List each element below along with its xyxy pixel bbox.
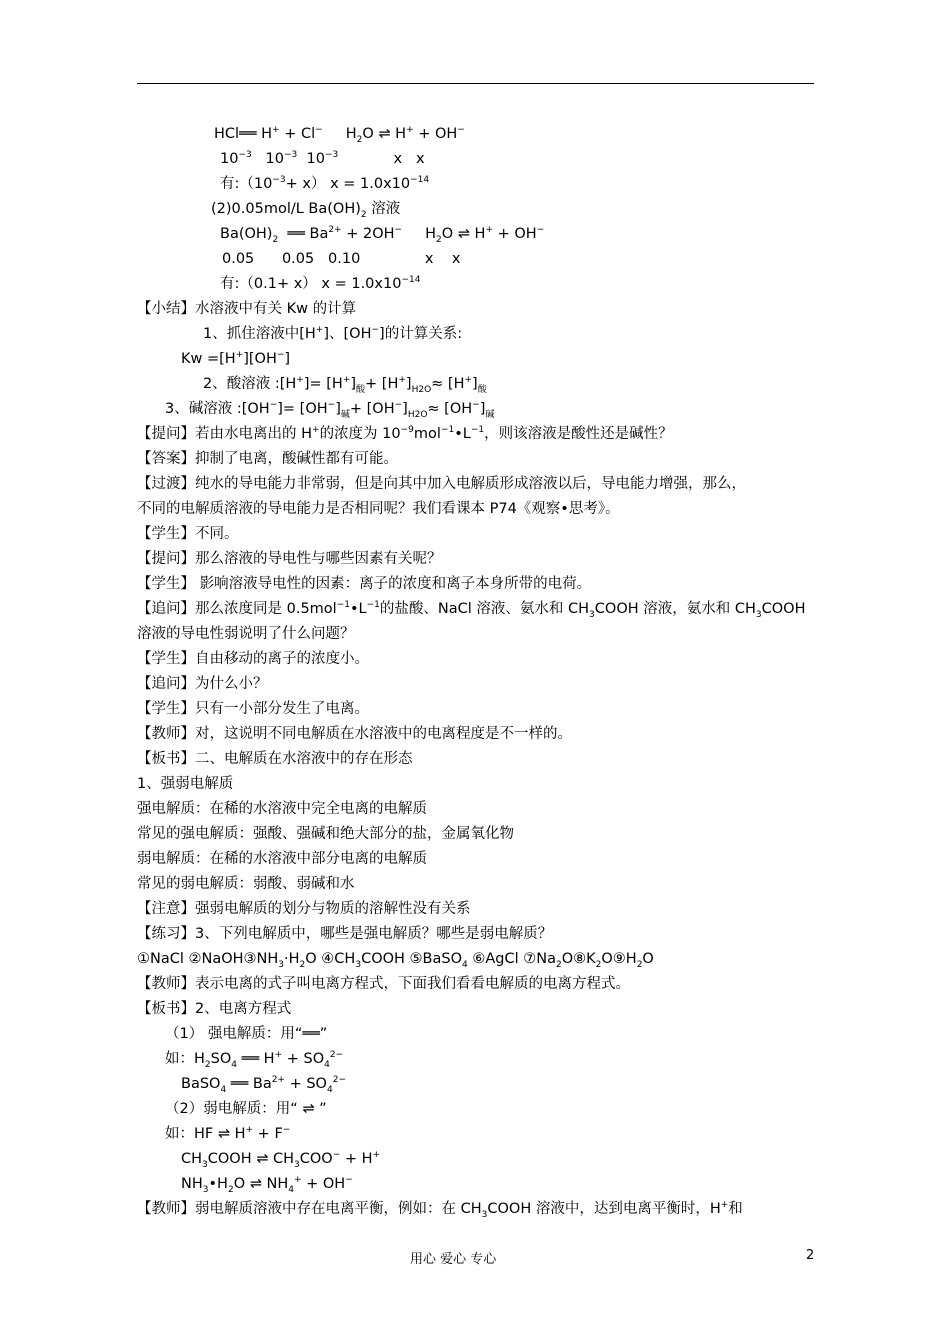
text-line: 【追问】那么浓度同是 $0.5mol^{-1}•L^{-1}$的盐酸、NaCl 溶液、氨水和 $CH_3COOH$ 溶液，氨水和 $CH_3COOH$ [137, 600, 806, 620]
text-line: 【小结】水溶液中有关 Kw 的计算 [137, 301, 357, 317]
footer-slogan: 用心 爱心 专心 [410, 1252, 497, 1267]
text-line: 【追问】为什么小？ [137, 676, 268, 692]
text-line: （2）弱电解质：用“ ⇌ ” [165, 1101, 327, 1117]
text-line: BaSO$_4$ ══ $Ba^{2+} + SO_4^{2-}$ [181, 1075, 346, 1095]
text-line: $10^{-3}$ $10^{-3}$ $10^{-3}$ x x [220, 150, 425, 167]
text-line: 2、酸溶液 :[H+]= $[H^+]_酸+ [H^+]_{H2O}\approx [H^+]_酸$ [203, 375, 487, 395]
text-line: 【注意】强弱电解质的划分与物质的溶解性没有关系 [137, 901, 471, 917]
text-line: 【教师】表示电离的式子叫电离方程式，下面我们看看电解质的电离方程式。 [137, 976, 630, 992]
text-line: 【学生】只有一小部分发生了电离。 [137, 701, 369, 717]
text-line: 强电解质：在稀的水溶液中完全电离的电解质 [137, 801, 427, 817]
text-line: 【提问】那么溶液的导电性与哪些因素有关呢？ [137, 551, 442, 567]
text-line: $Ba(OH)_2$ ══ $Ba^{2+} + 2OH^-$ $H_2O$ ⇌ H+ + OH− [220, 225, 545, 245]
text-line: 如：$H_2SO_4$ ══ $H^+ + SO_4^{2-}$ [165, 1050, 344, 1070]
text-line: (2)0.05mol/L $Ba(OH)_2$ 溶液 [211, 201, 401, 220]
text-line: 有$:(10^{-3}+ x) x = 1.0x10^{-14}$ [220, 175, 430, 192]
text-line: 【教师】弱电解质溶液中存在电离平衡，例如：在 $CH_3COOH$ 溶液中，达到电离平衡时，H+和 [137, 1200, 743, 1220]
page-number: 2 [806, 1248, 815, 1263]
text-line: 【学生】自由移动的离子的浓度小。 [137, 651, 369, 667]
text-line: 1、强弱电解质 [137, 776, 234, 792]
text-line: 【板书】二、电解质在水溶液中的存在形态 [137, 751, 413, 767]
text-line: 【答案】抑制了电离，酸碱性都有可能。 [137, 451, 398, 467]
text-line: $NH_3•H_2O$ ⇌ $NH_4^+ + OH^-$ [181, 1175, 353, 1195]
text-line: 常见的弱电解质：弱酸、弱碱和水 [137, 876, 355, 892]
text-line: 溶液的导电性弱说明了什么问题？ [137, 626, 355, 642]
text-line: 【练习】3、下列电解质中，哪些是强电解质？哪些是弱电解质？ [137, 926, 553, 942]
text-line: 【板书】2、电离方程式 [137, 1001, 292, 1017]
text-line: $CH_3COOH$ ⇌ $CH_3COO^- + H^+$ [181, 1150, 381, 1170]
text-line: 不同的电解质溶液的导电能力是否相同呢？我们看课本 P74《观察•思考》。 [137, 501, 620, 517]
text-line: 【过渡】纯水的导电能力非常弱，但是向其中加入电解质形成溶液以后，导电能力增强，那么， [137, 476, 746, 492]
text-line: 1、抓住溶液中[H+]、[OH−]的计算关系: [203, 325, 463, 342]
text-line: 常见的强电解质：强酸、强碱和绝大部分的盐，金属氧化物 [137, 826, 514, 842]
text-line: 0.05 0.05 0.10 x x [222, 251, 461, 267]
text-line: 【学生】不同。 [137, 526, 239, 542]
text-line: 【学生】 影响溶液导电性的因素：离子的浓度和离子本身所带的电荷。 [137, 576, 592, 592]
text-line: 3、碱溶液 :[OH−]= $[OH^-]_碱+ [OH^-]_{H2O}\approx [OH^-]_碱$ [165, 400, 495, 420]
header-rule [137, 83, 814, 84]
text-line: 【教师】对，这说明不同电解质在水溶液中的电离程度是不一样的。 [137, 726, 572, 742]
text-line: Kw =[H+][OH−] [181, 350, 291, 367]
text-line: 【提问】若由水电离出的 H+的浓度为 $10^{-9}mol^{-1}•L^{-1}$，则该溶液是酸性还是碱性？ [137, 425, 673, 442]
text-line: 有:（0.1+ x） $x = 1.0x10^{-14}$ [220, 275, 421, 292]
text-line: ①NaCl $②NaOH③NH_3\cdot H_2O$ $④CH_3COOH$ ⑤BaSO$_4$ ⑥AgCl $⑦Na_2O⑧K_2O⑨H_2O$ [137, 951, 654, 970]
text-line: 弱电解质：在稀的水溶液中部分电离的电解质 [137, 851, 427, 867]
text-line: HCl══ H+ + Cl− $H_2O$ ⇌ H+ + OH− [214, 125, 465, 145]
text-line: （1） 强电解质：用“══” [165, 1026, 328, 1042]
text-line: 如：HF ⇌ H+ + F− [165, 1125, 291, 1142]
